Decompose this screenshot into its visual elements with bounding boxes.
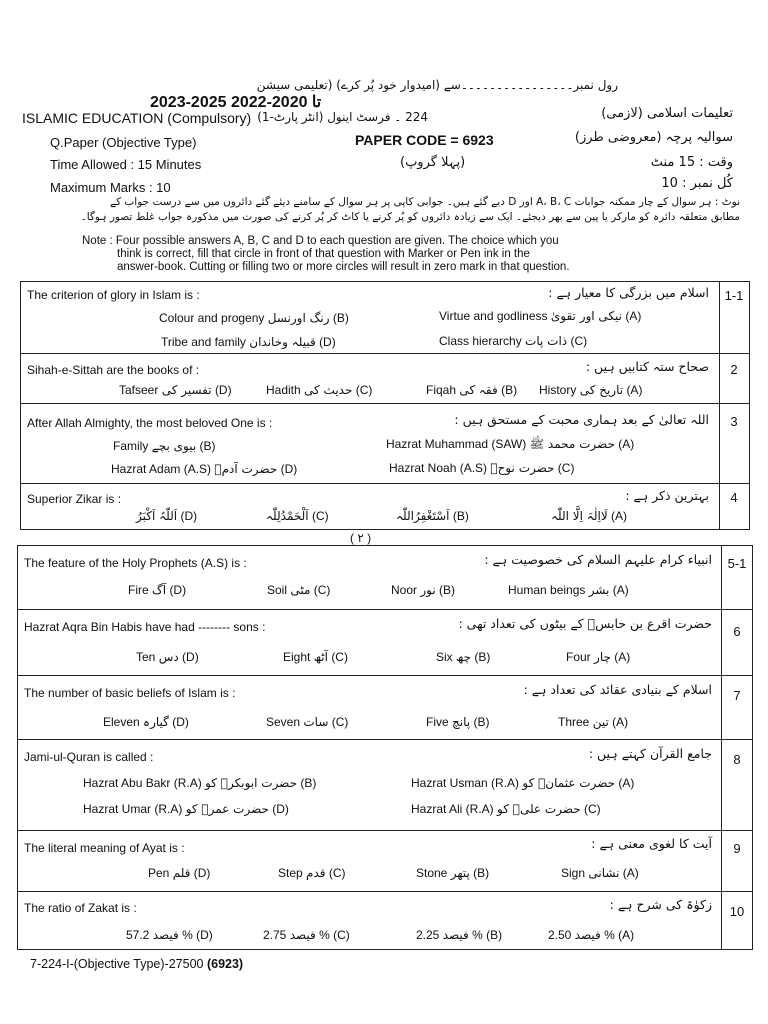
option-c: Eight آٹھ (C) [283, 650, 348, 664]
question-text: Sihah-e-Sittah are the books of : [27, 363, 200, 377]
option-b: Stone پتھر (B) [416, 866, 490, 880]
question-text-urdu: بہترین ذکر ہے : [625, 488, 709, 503]
note-urdu-line-2: مطابق متعلقہ دائرہ کو مارکر یا پین سے بھر دیجئے۔ ایک سے زیادہ دائروں کو پُر کرنے یا کاٹ کر پُر کرنے کی صورت میں مذکورہ جواب غلط تصور ہوگا۔ [80, 211, 740, 223]
option-a: History تاریخ کی (A) [539, 383, 643, 397]
option-c: Hazrat Noah (A.S) حضرت نوحؑ (C) [389, 461, 575, 475]
footer-code: 7-224-I-(Objective Type)-27500 (6923) [30, 957, 244, 971]
option-b: Fiqah فقہ کی (B) [426, 383, 518, 397]
option-d: Tafseer تفسیر کی (D) [119, 383, 232, 397]
note-english-line-3: answer-book. Cutting or filling two or more circles will result in zero mark in that question. [117, 261, 570, 273]
question-text: The number of basic beliefs of Islam is : [24, 686, 236, 700]
option-b: Hazrat Abu Bakr (R.A) حضرت ابوبکرؓ کو (B) [83, 776, 317, 790]
option-d: فیصد 57.2 % (D) [126, 928, 213, 942]
question-number: 6 [733, 624, 741, 639]
question-text-urdu: اسلام میں بزرگی کا معیار ہے : [548, 285, 709, 300]
question-row [18, 610, 752, 676]
question-row [18, 676, 752, 740]
option-b: Colour and progeny رنگ اورنسل (B) [159, 311, 349, 325]
maximum-marks: Maximum Marks : 10 [50, 180, 171, 195]
question-row [21, 484, 749, 531]
question-number: 7 [733, 688, 741, 703]
option-c: Class hierarchy ذات پات (C) [439, 334, 588, 348]
option-a: Virtue and godliness نیکی اور تقویٰ (A) [439, 309, 642, 323]
question-text-urdu: صحاح ستہ کتابیں ہیں : [585, 359, 709, 374]
option-b: اَسْتَغْفِرُاللّٰہ (B) [396, 509, 469, 523]
question-text-urdu: انبیاء کرام علیہم السلام کی خصوصیت ہے : [484, 552, 712, 567]
option-d: Tribe and family قبیلہ وخاندان (D) [161, 335, 336, 349]
question-text-urdu: حضرت اقرع بن حابسؓ کے بیٹوں کی تعداد تھی : [458, 616, 712, 631]
option-a: Hazrat Usman (R.A) حضرت عثمانؓ کو (A) [411, 776, 635, 790]
paper-type-urdu: سوالیہ پرچہ (معروضی طرز) [574, 130, 733, 145]
question-row [21, 282, 749, 354]
option-a: لَااِلٰہَ اِلَّا اللّٰہ (A) [551, 509, 628, 523]
option-c: Step قدم (C) [278, 866, 346, 880]
option-d: Hazrat Adam (A.S) حضرت آدمؑ (D) [111, 462, 298, 476]
question-row [18, 740, 752, 831]
subject-title: ISLAMIC EDUCATION (Compulsory) [22, 110, 252, 126]
option-d: اَللّٰہُ اَکْبَرُ (D) [136, 509, 198, 523]
question-row [18, 831, 752, 892]
question-row [21, 404, 749, 484]
question-row [18, 892, 752, 951]
subject-title-urdu: تعلیمات اسلامی (لازمی) [601, 106, 733, 121]
time-allowed-urdu: وقت : 15 منٹ [650, 155, 733, 170]
question-text: The feature of the Holy Prophets (A.S) is : [24, 556, 247, 570]
group-label: (پہلا گروپ) [400, 155, 466, 170]
paper-type: Q.Paper (Objective Type) [50, 135, 197, 150]
question-number: 3 [730, 414, 738, 429]
question-block-1 [20, 281, 750, 530]
option-a: Hazrat Muhammad (SAW) حضرت محمد ﷺ (A) [386, 437, 635, 451]
question-text-urdu: زکوٰۃ کی شرح ہے : [609, 897, 712, 912]
question-number: 2 [730, 362, 738, 377]
option-b: Six چھ (B) [436, 650, 491, 664]
option-d: Ten دس (D) [136, 650, 199, 664]
question-number: 10 [729, 904, 745, 919]
note-english-line-1: Note : Four possible answers A, B, C and D to each question are given. The choice which you [82, 235, 559, 247]
option-d: Fire آگ (D) [128, 583, 187, 597]
roll-number-line: رول نمبر۔۔۔۔۔۔۔۔۔۔۔۔۔۔۔۔سے (امیدوار خود پُر کرے) (تعلیمی سیشن [256, 78, 618, 92]
question-text-urdu: آیت کا لغوی معنی ہے : [591, 836, 712, 851]
question-text-urdu: جامع القرآن کہتے ہیں : [588, 746, 712, 761]
question-text: After Allah Almighty, the most beloved One is : [27, 416, 273, 430]
option-c: Seven سات (C) [266, 715, 349, 729]
subject-code-line: 224 ۔ فرسٹ اینول (انٹر پارٹ-1) [257, 110, 428, 124]
option-b: Noor نور (B) [391, 583, 456, 597]
option-c: فیصد 2.75 % (C) [263, 928, 350, 942]
option-a: فیصد 2.50 % (A) [548, 928, 635, 942]
question-text: Hazrat Aqra Bin Habis have had -------- sons : [24, 620, 266, 634]
option-b: فیصد 2.25 % (B) [416, 928, 503, 942]
question-text-urdu: اللہ تعالیٰ کے بعد ہماری محبت کے مستحق ہیں : [454, 412, 709, 427]
question-text-urdu: اسلام کے بنیادی عقائد کی تعداد ہے : [523, 682, 712, 697]
option-b: Five پانچ (B) [426, 715, 490, 729]
question-number: 4 [730, 490, 738, 505]
question-number: 9 [733, 841, 741, 856]
option-a: Three تین (A) [558, 715, 629, 729]
option-c: Hazrat Ali (R.A) حضرت علیؓ کو (C) [411, 802, 601, 816]
question-text: Superior Zikar is : [27, 492, 122, 506]
question-number: 5-1 [727, 556, 747, 571]
option-d: Hazrat Umar (R.A) حضرت عمرؓ کو (D) [83, 802, 289, 816]
note-english-line-2: think is correct, fill that circle in front of that question with Marker or Pen ink in the [117, 248, 530, 260]
question-text: The literal meaning of Ayat is : [24, 841, 185, 855]
session-years: 2023-2025 تا 2020-2022 [150, 94, 322, 111]
question-number: 1-1 [724, 288, 744, 303]
note-urdu-line-1: نوٹ : ہر سوال کے چار ممکنہ جوابات A، B، C اور D دیے گئے ہیں۔ جوابی کاپی پر ہر سوال کے سامنے دیئے گئے دائروں میں سے درست جواب کے [109, 196, 740, 208]
question-text: The criterion of glory in Islam is : [27, 288, 200, 302]
option-a: Four چار (A) [566, 650, 631, 664]
option-c: اَلْحَمْدُلِلّٰہ (C) [266, 509, 329, 523]
time-allowed: Time Allowed : 15 Minutes [50, 157, 202, 172]
option-a: Sign نشانی (A) [561, 866, 639, 880]
question-number: 8 [733, 752, 741, 767]
option-d: Eleven گیارہ (D) [103, 715, 189, 729]
paper-code: PAPER CODE = 6923 [355, 132, 494, 148]
question-text: Jami-ul-Quran is called : [24, 750, 154, 764]
option-c: Hadith حدیث کی (C) [266, 383, 373, 397]
option-c: Soil مٹی (C) [267, 583, 331, 597]
question-row [18, 546, 752, 610]
option-a: Human beings بشر (A) [508, 583, 629, 597]
page-number: ( ۲ ) [350, 531, 372, 545]
maximum-marks-urdu: کُل نمبر : 10 [661, 176, 733, 191]
option-d: Pen قلم (D) [148, 866, 211, 880]
question-block-2 [17, 545, 753, 950]
question-row [21, 354, 749, 404]
question-text: The ratio of Zakat is : [24, 901, 137, 915]
option-b: Family بیوی بچے (B) [113, 439, 216, 453]
